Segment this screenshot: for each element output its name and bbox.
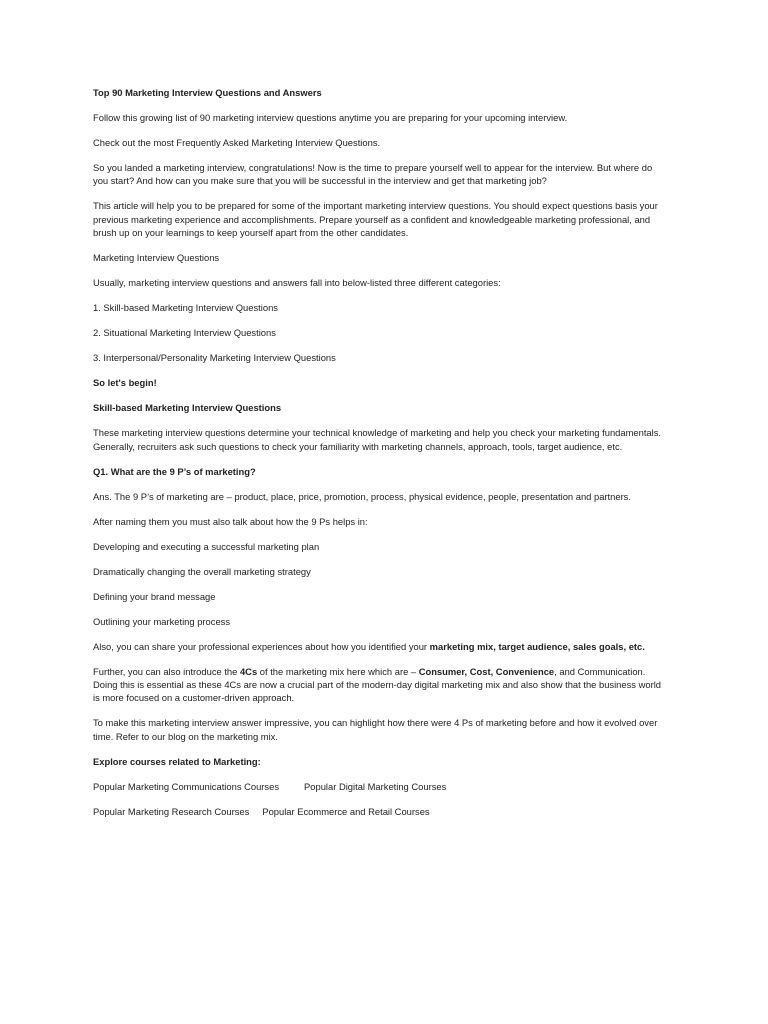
- intro-paragraph-4: This article will help you to be prepared for some of the important marketing interview questions. You should expect questions basis your previous marketing experience and accomplishments. Prepare yourself as a confident and knowledgeable marketing professional, and brush up on your learnings to keep yourself apart from the other candidates.: [93, 200, 658, 239]
- further-text-2: of the marketing mix here which are –: [257, 665, 419, 677]
- intro-paragraph-1: Follow this growing list of 90 marketing interview questions anytime you are preparing for your upcoming interview.: [93, 112, 568, 123]
- answer-1-follow: After naming them you must also talk about how the 9 Ps helps in:: [93, 515, 368, 527]
- skill-heading: Skill-based Marketing Interview Questions: [93, 402, 282, 414]
- further-text-3: , and Communication. Doing this is essential as these 4Cs are now a crucial part of the modern-day digital marketing mix and also show that the business world is more focused on a customer-driven approach.: [93, 665, 661, 704]
- helps-item: Developing and executing a successful marketing plan: [93, 540, 320, 552]
- impressive-paragraph: To make this marketing interview answer impressive, you can highlight how there were 4 Ps of marketing before and how it evolved over time. Refer to our blog on the marketing mix.: [93, 717, 658, 742]
- document-title: Top 90 Marketing Interview Questions and Answers: [93, 87, 322, 98]
- further-paragraph: [93, 665, 663, 705]
- document-body: [93, 86, 663, 830]
- helps-item: Outlining your marketing process: [93, 615, 231, 627]
- intro-paragraph-2: Check out the most Frequently Asked Marketing Interview Questions.: [93, 137, 381, 148]
- question-1: Q1. What are the 9 P’s of marketing?: [93, 465, 256, 477]
- helps-item: Dramatically changing the overall marketing strategy: [93, 565, 311, 577]
- intro-paragraph-3: So you landed a marketing interview, congratulations! Now is the time to prepare yourself well to appear for the interview. But where do you start? And how can you make sure that you will be successful in the interview and get that marketing job?: [93, 162, 653, 187]
- courses-row: [93, 805, 663, 818]
- share-paragraph: [93, 640, 663, 653]
- answer-1: Ans. The 9 P’s of marketing are – product, place, price, promotion, process, physical evidence, people, presentation and partners.: [93, 490, 631, 502]
- category-item: 3. Interpersonal/Personality Marketing Interview Questions: [93, 352, 336, 364]
- course-link[interactable]: Popular Marketing Research Courses: [93, 805, 250, 817]
- explore-heading: Explore courses related to Marketing:: [93, 755, 261, 767]
- share-bold: marketing mix, target audience, sales goals, etc.: [429, 640, 645, 652]
- helps-item: Defining your brand message: [93, 590, 216, 602]
- category-item: 1. Skill-based Marketing Interview Questions: [93, 302, 278, 314]
- skill-intro: These marketing interview questions determine your technical knowledge of marketing and help you check your marketing fundamentals. Generally, recruiters ask such questions to check your familiarity with marketing channels, approach, tools, target audience, etc.: [93, 427, 662, 452]
- categories-intro: Usually, marketing interview questions and answers fall into below-listed three different categories:: [93, 277, 501, 289]
- course-link[interactable]: Popular Marketing Communications Courses: [93, 780, 280, 792]
- section-heading: Marketing Interview Questions: [93, 252, 220, 264]
- courses-row: [93, 780, 663, 793]
- category-item: 2. Situational Marketing Interview Questions: [93, 327, 276, 339]
- share-text: Also, you can share your professional experiences about how you identified your: [93, 640, 430, 652]
- further-text-1: Further, you can also introduce the: [93, 665, 240, 677]
- begin-heading: So let's begin!: [93, 377, 157, 389]
- further-bold-2: Consumer, Cost, Convenience: [418, 665, 555, 677]
- course-link[interactable]: Popular Digital Marketing Courses: [304, 780, 447, 792]
- course-link[interactable]: Popular Ecommerce and Retail Courses: [262, 805, 430, 817]
- further-bold-1: 4Cs: [239, 665, 258, 677]
